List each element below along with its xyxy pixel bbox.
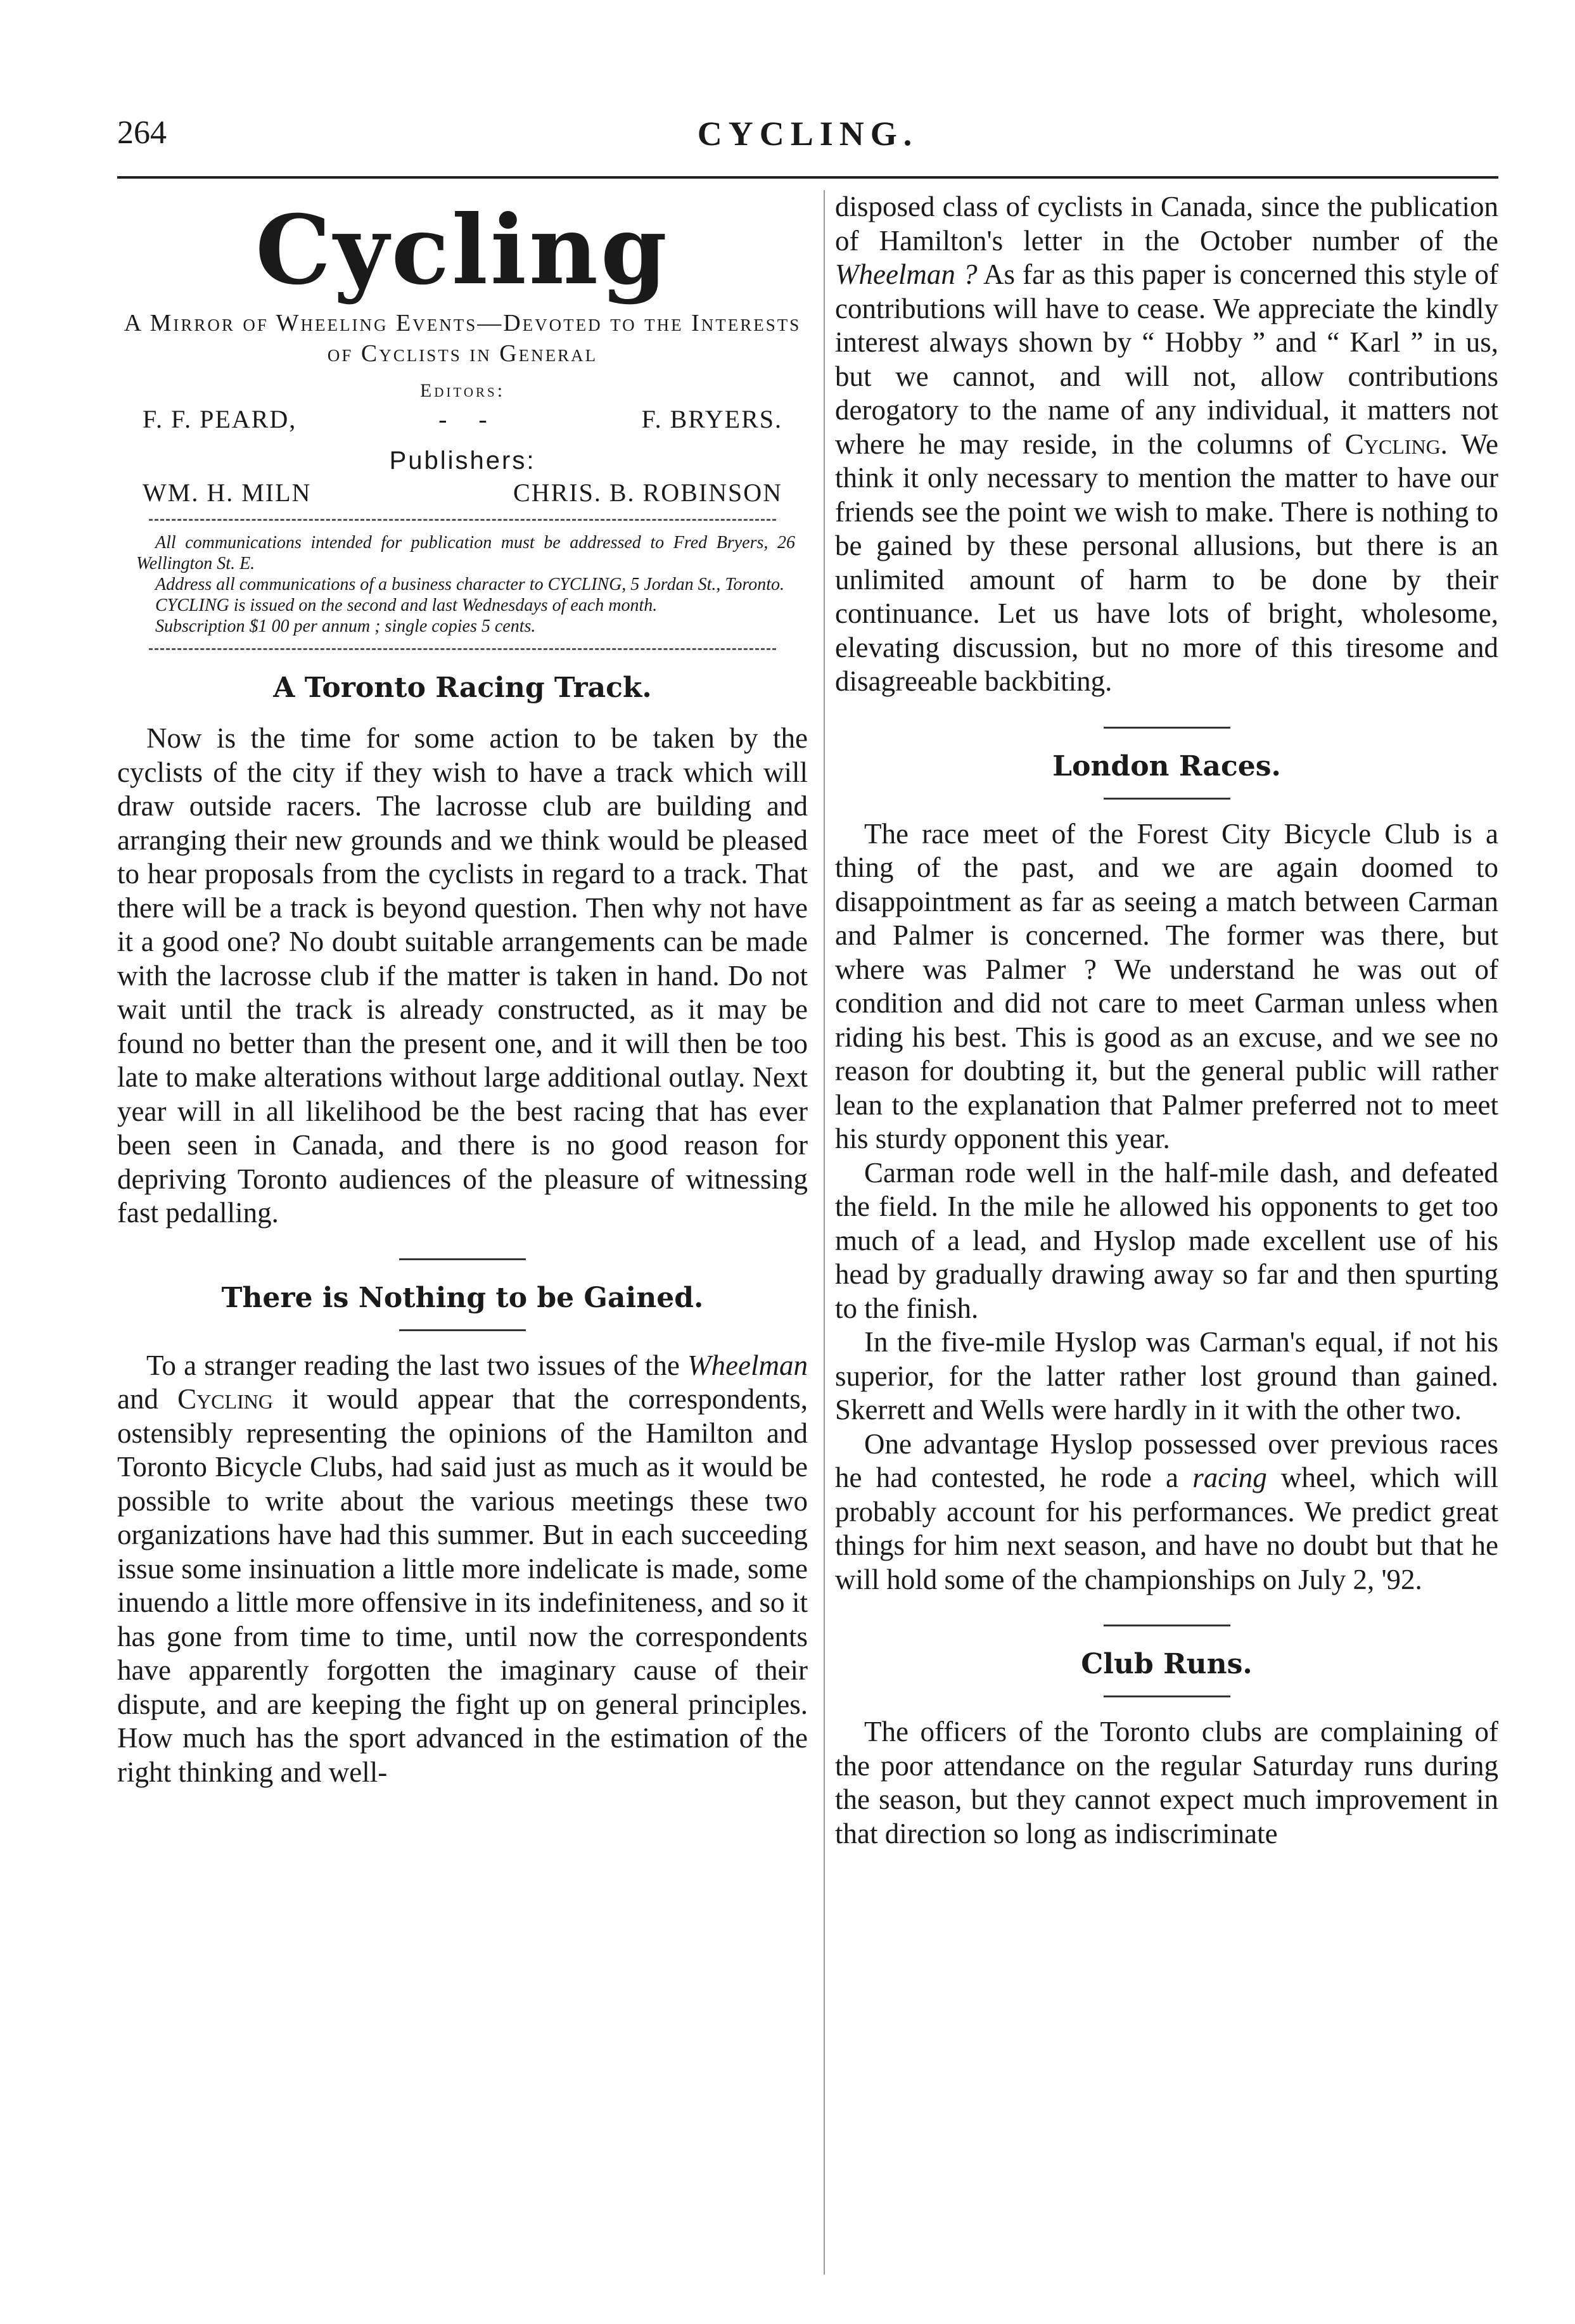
running-head: CYCLING. (697, 115, 919, 153)
article-heading: London Races. (1052, 750, 1281, 782)
editor-separator: - - (438, 405, 500, 433)
article-heading: A Toronto Racing Track. (273, 672, 652, 704)
publication-name: Cycling (177, 1383, 273, 1415)
editor-name: F. F. PEARD, (143, 405, 297, 433)
text-run: As far as this paper is concerned this style of contributions will have to cease. We appreciate the kindly interest always shown by “ Hobby ” and “ Karl ” in us, but we cannot, and will not, allow contributions derogatory to the name of any individual, it matters not where he may reside, in the columns of (835, 259, 1499, 460)
publishers-label: Publishers: (389, 447, 536, 475)
publication-name: Wheelman (687, 1349, 808, 1381)
dotted-rule (149, 648, 776, 650)
notice-line: Address all communications of a business character to CYCLING, 5 Jordan St., Toronto. (155, 575, 785, 594)
notice-line: CYCLING is issued on the second and last Wednesdays of each month. (155, 596, 658, 615)
paragraph (835, 1427, 1498, 1597)
paragraph (117, 1349, 808, 1790)
paragraph (835, 190, 1498, 699)
article-body (835, 817, 1498, 1597)
publication-notice (117, 532, 808, 637)
column-divider (824, 190, 825, 2275)
section-rule (399, 1258, 526, 1260)
right-column (835, 190, 1498, 1851)
section-rule (1104, 1695, 1230, 1697)
article-body (117, 1349, 808, 1790)
article-continuation (835, 190, 1498, 699)
left-column (117, 190, 808, 1789)
text-run: and (117, 1383, 178, 1415)
page-number: 264 (117, 115, 167, 151)
paragraph: In the five-mile Hyslop was Carman's equal, if not his superior, for the latter rather lost ground than gained. Skerrett and Wells were hardly in it with the other two. (835, 1326, 1498, 1426)
section-rule (1104, 1625, 1230, 1626)
notice-line: All communications intended for publication must be addressed to Fred Bryers, 26 Wellington St. E. (136, 533, 795, 573)
section-rule (399, 1329, 526, 1331)
publication-name: Cycling. (1344, 428, 1448, 460)
article-body (835, 1715, 1498, 1851)
section-rule (1104, 798, 1230, 800)
editors-row (117, 404, 808, 434)
publisher-name: CHRIS. B. ROBINSON (513, 478, 782, 507)
text-run: disposed class of cyclists in Canada, since the publication of Hamilton's letter in the October number of the (835, 191, 1498, 257)
header-rule (117, 176, 1498, 179)
article-heading: There is Nothing to be Gained. (221, 1281, 704, 1314)
text-run: wheel, which will probably account for his performances. We predict great things for him next season, and have no doubt but that he will hold some of the championships on July 2, '92. (835, 1462, 1498, 1595)
editor-name: F. BRYERS. (641, 405, 782, 433)
notice-line: Subscription $1 00 per annum ; single copies 5 cents. (155, 616, 536, 636)
masthead-subtitle: A Mirror of Wheeling Events—Devoted to the Interests of Cyclists in General (124, 310, 801, 367)
text-run: One advantage Hyslop possessed over previous races he had contested, he rode a (835, 1427, 1498, 1493)
page-header (117, 114, 1498, 165)
paragraph: Now is the time for some action to be taken by the cyclists of the city if they wish to have a track which will draw outside racers. The lacrosse club are building and arranging their new grounds and we think would be pleased to hear proposals from the cyclists in regard to a track. That there will be a track is beyond question. Then why not have it a good one? No doubt suitable arrangements can be made with the lacrosse club if the matter is taken in hand. Do not wait until the track is already constructed, as it may be found no better than the present one, and it will then be too late to make alterations without large additional outlay. Next year will in all likelihood be the best racing that has ever been seen in Canada, and there is no good reason for depriving Toronto audiences of the pleasure of witnessing fast pedalling. (117, 722, 808, 1229)
paragraph: The officers of the Toronto clubs are complaining of the poor attendance on the regular Saturday runs during the season, but they cannot expect much improvement in that direction so long as indiscriminate (835, 1716, 1498, 1849)
publication-name: Wheelman ? (835, 259, 978, 290)
text-run: it would appear that the correspondents, ostensibly representing the opinions of the Hamilton and Toronto Bicycle Clubs, had said just as much as it would be possible to write about the various meetings these two organizations have had this summer. But in each succeeding issue some insinuation a little more indelicate is made, some inuendo a little more offensive in its indefiniteness, and so it has gone from time to time, until now the correspondents have apparently forgotten the imaginary cause of their dispute, and are keeping the fight up on general principles. How much has the sport advanced in the estimation of the right thinking and well- (117, 1383, 808, 1788)
dotted-rule (149, 519, 776, 521)
editors-label: Editors: (419, 380, 506, 401)
publishers-row (117, 478, 808, 508)
text-run: We think it only necessary to mention the matter to have our friends see the point we wish to make. There is nothing to be gained by these personal allusions, but there is an unlimited amount of harm to be done by their continuance. Let us have lots of bright, wholesome, elevating discussion, but no more of this tiresome and disagreeable backbiting. (835, 428, 1499, 697)
article-body (117, 722, 808, 1230)
emphasis: racing (1192, 1462, 1267, 1493)
article-heading: Club Runs. (1081, 1648, 1253, 1680)
paragraph: Carman rode well in the half-mile dash, and defeated the field. In the mile he allowed his opponents to get too much of a lead, and Hyslop made excellent use of his head by gradually drawing away so far and then spurting to the finish. (835, 1156, 1498, 1324)
publisher-name: WM. H. MILN (143, 478, 312, 507)
text-run: To a stranger reading the last two issues of the (146, 1349, 688, 1381)
masthead-title: Cycling (255, 195, 670, 306)
section-rule (1104, 727, 1230, 729)
paragraph: The race meet of the Forest City Bicycle Club is a thing of the past, and we are again doomed to disappointment as far as seeing a match between Carman and Palmer is concerned. The former was there, but where was Palmer ? We understand he was out of condition and did not care to meet Carman unless when riding his best. This is good as an excuse, and we see no reason for doubting it, but the general public will rather lean to the explanation that Palmer preferred not to meet his sturdy opponent this year. (835, 817, 1498, 1154)
